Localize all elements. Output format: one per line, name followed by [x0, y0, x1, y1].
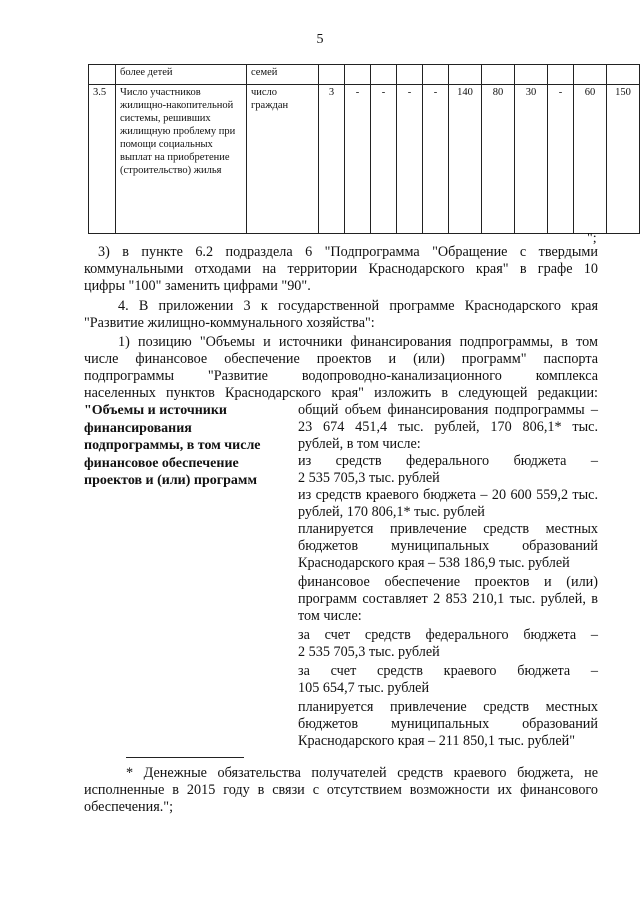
- cell-value: 150: [607, 85, 640, 234]
- footnote-line: * Денежные обязательства получателей средств краевого бюджета, не: [126, 765, 598, 781]
- footnote-line: исполненные в 2015 году в связи с отсутствием возможности их финансового: [84, 782, 598, 798]
- cell-value: 3: [319, 85, 345, 234]
- cell-value: -: [345, 85, 371, 234]
- cell-value: 80: [482, 85, 515, 234]
- cell-value: [482, 65, 515, 85]
- passport-line: рублей, в том числе:: [298, 436, 421, 452]
- passport-line: том числе:: [298, 608, 362, 624]
- cell-value: [449, 65, 482, 85]
- paragraph-line: цифры "100" заменить цифрами "90".: [84, 278, 311, 294]
- passport-line: планируется привлечение средств местных: [298, 521, 598, 537]
- passport-heading: "Объемы и источники финансирования подпрограммы, в том числе финансовое обеспечение проектов и (или) программ: [84, 403, 261, 488]
- cell-value: [397, 65, 423, 85]
- cell-value: [607, 65, 640, 85]
- table-row: [89, 85, 640, 234]
- cell-value: [319, 65, 345, 85]
- cell-value: [423, 65, 449, 85]
- passport-line: рублей, 170 806,1* тыс. рублей: [298, 504, 485, 520]
- passport-line: 105 654,7 тыс. рублей: [298, 680, 430, 696]
- paragraph-line: числе финансовое обеспечение проектов и (или) программ" паспорта: [84, 351, 598, 367]
- cell-value: -: [371, 85, 397, 234]
- cell-value: [371, 65, 397, 85]
- cell-value: 140: [449, 85, 482, 234]
- passport-line: 2 535 705,3 тыс. рублей: [298, 470, 440, 486]
- passport-line: Краснодарского края – 538 186,9 тыс. рублей: [298, 555, 570, 571]
- passport-line: общий объем финансирования подпрограммы –: [298, 402, 598, 418]
- passport-line: бюджетов муниципальных образований: [298, 716, 598, 732]
- passport-line: из средств федерального бюджета –: [298, 453, 598, 469]
- footnote-line: обеспечения.";: [84, 799, 174, 815]
- paragraph-line: 1) позицию "Объемы и источники финансирования подпрограммы, в том: [118, 334, 598, 350]
- footnote-separator: [126, 757, 244, 758]
- row-number: 3.5: [89, 85, 116, 234]
- cell-value: 60: [574, 85, 607, 234]
- passport-line: за счет средств федерального бюджета –: [298, 627, 598, 643]
- passport-line: 2 535 705,3 тыс. рублей: [298, 644, 440, 660]
- cell-value: [574, 65, 607, 85]
- table-row: [89, 65, 640, 85]
- passport-line: из средств краевого бюджета – 20 600 559,2 тыс.: [298, 487, 598, 503]
- row-unit: семей: [247, 65, 319, 85]
- cell-value: [515, 65, 548, 85]
- row-unit: число граждан: [247, 85, 319, 234]
- row-name: Число участников жилищно-накопительной системы, решивших жилищную проблему при помощи социальных выплат на приобретение (строительство) жилья: [116, 85, 247, 234]
- indicator-table: [88, 64, 640, 234]
- passport-line: финансовое обеспечение проектов и (или): [298, 574, 598, 590]
- table-closing-quote: ";: [587, 231, 597, 246]
- row-name: более детей: [116, 65, 247, 85]
- paragraph-line: подпрограммы "Развитие водопроводно-канализационного комплекса: [84, 368, 598, 384]
- paragraph-line: "Развитие жилищно-коммунального хозяйства":: [84, 315, 375, 331]
- passport-line: Краснодарского края – 211 850,1 тыс. рублей": [298, 733, 576, 749]
- page-number: 5: [316, 32, 324, 47]
- paragraph-line: 4. В приложении 3 к государственной программе Краснодарского края: [118, 298, 598, 314]
- cell-value: -: [548, 85, 574, 234]
- passport-line: 23 674 451,4 тыс. рублей, 170 806,1* тыс.: [298, 419, 598, 435]
- row-number: [89, 65, 116, 85]
- paragraph-line: 3) в пункте 6.2 подраздела 6 "Подпрограмма "Обращение с твердыми: [98, 244, 598, 260]
- cell-value: -: [397, 85, 423, 234]
- cell-value: [548, 65, 574, 85]
- passport-line: планируется привлечение средств местных: [298, 699, 598, 715]
- passport-line: за счет средств краевого бюджета –: [298, 663, 598, 679]
- cell-value: 30: [515, 85, 548, 234]
- cell-value: -: [423, 85, 449, 234]
- paragraph-line: коммунальными отходами на территории Краснодарского края" в графе 10: [84, 261, 598, 277]
- passport-line: бюджетов муниципальных образований: [298, 538, 598, 554]
- passport-line: программ составляет 2 853 210,1 тыс. рублей, в: [298, 591, 598, 607]
- cell-value: [345, 65, 371, 85]
- paragraph-line: населенных пунктов Краснодарского края" изложить в следующей редакции:: [84, 385, 598, 401]
